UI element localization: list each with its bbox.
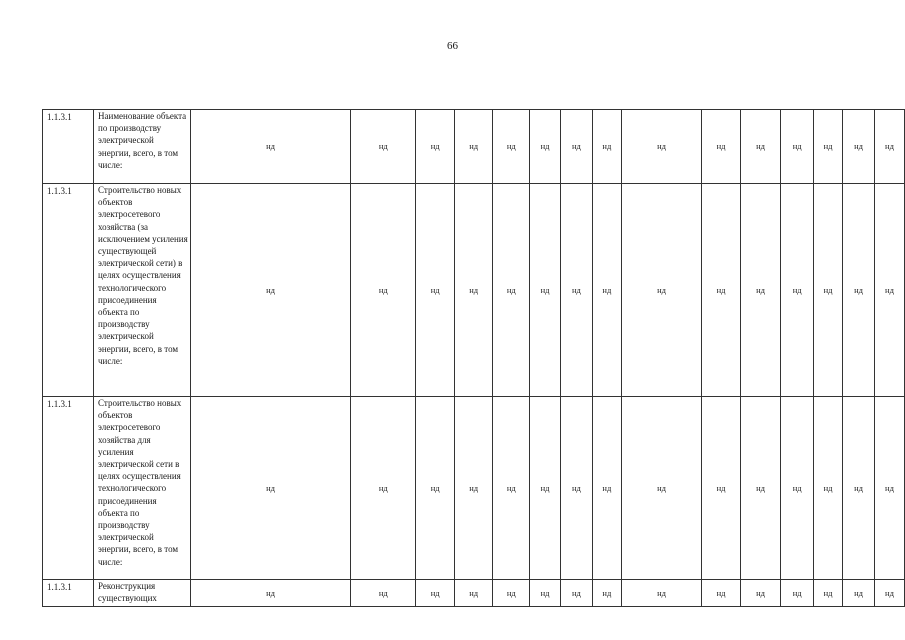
value-cell: нд (702, 110, 741, 184)
table-row (43, 580, 905, 607)
row-name-text: Реконструкция существующих (98, 581, 157, 604)
row-code: 1.1.3.1 (43, 184, 94, 397)
value-cell: нд (843, 184, 875, 397)
value-cell: нд (190, 397, 350, 580)
row-name-text: Строительство новых объектов электросетевого хозяйства (за исключением усиления существующей электрической сети) в целях осуществления технологического присоединения объекта по производству электрической энергии, всего, в том числе: (98, 185, 188, 366)
value-cell: нд (781, 110, 814, 184)
row-name (94, 184, 191, 397)
table-row (43, 184, 905, 397)
value-cell: нд (493, 110, 530, 184)
row-code: 1.1.3.1 (43, 397, 94, 580)
value-cell: нд (781, 397, 814, 580)
value-cell: нд (740, 580, 780, 607)
value-cell: нд (621, 397, 701, 580)
value-cell: нд (814, 580, 843, 607)
value-cell: нд (702, 184, 741, 397)
value-cell: нд (416, 184, 455, 397)
value-cell: нд (621, 184, 701, 397)
value-cell: нд (454, 110, 493, 184)
value-cell: нд (740, 184, 780, 397)
value-cell: нд (843, 110, 875, 184)
value-cell: нд (781, 184, 814, 397)
row-name-text: Наименование объекта по производству электрической энергии, всего, в том числе: (98, 111, 187, 170)
row-name (94, 397, 191, 580)
value-cell: нд (843, 580, 875, 607)
value-cell: нд (621, 110, 701, 184)
value-cell: нд (416, 397, 455, 580)
value-cell: нд (592, 580, 621, 607)
value-cell: нд (351, 110, 416, 184)
row-name (94, 580, 191, 607)
table-row (43, 110, 905, 184)
value-cell: нд (416, 580, 455, 607)
value-cell: нд (814, 184, 843, 397)
value-cell: нд (454, 184, 493, 397)
value-cell: нд (874, 397, 904, 580)
value-cell: нд (592, 397, 621, 580)
page-number: 66 (447, 40, 458, 52)
value-cell: нд (493, 580, 530, 607)
value-cell: нд (454, 580, 493, 607)
value-cell: нд (351, 580, 416, 607)
row-code: 1.1.3.1 (43, 580, 94, 607)
value-cell: нд (843, 397, 875, 580)
table-body (43, 110, 905, 607)
value-cell: нд (592, 110, 621, 184)
value-cell: нд (560, 110, 592, 184)
value-cell: нд (530, 184, 561, 397)
value-cell: нд (530, 110, 561, 184)
value-cell: нд (190, 110, 350, 184)
value-cell: нд (874, 184, 904, 397)
value-cell: нд (560, 580, 592, 607)
value-cell: нд (530, 397, 561, 580)
value-cell: нд (740, 397, 780, 580)
value-cell: нд (592, 184, 621, 397)
value-cell: нд (874, 580, 904, 607)
value-cell: нд (814, 397, 843, 580)
value-cell: нд (702, 580, 741, 607)
value-cell: нд (702, 397, 741, 580)
value-cell: нд (874, 110, 904, 184)
value-cell: нд (190, 184, 350, 397)
row-name (94, 110, 191, 184)
value-cell: нд (560, 184, 592, 397)
value-cell: нд (454, 397, 493, 580)
value-cell: нд (781, 580, 814, 607)
row-name-text: Строительство новых объектов электросетевого хозяйства для усиления электрической сети в целях осуществления технологического присоединения объекта по производству электрической энергии, всего, в том числе: (98, 398, 182, 567)
value-cell: нд (621, 580, 701, 607)
value-cell: нд (493, 184, 530, 397)
value-cell: нд (351, 397, 416, 580)
value-cell: нд (740, 110, 780, 184)
value-cell: нд (814, 110, 843, 184)
value-cell: нд (530, 580, 561, 607)
value-cell: нд (416, 110, 455, 184)
value-cell: нд (560, 397, 592, 580)
value-cell: нд (493, 397, 530, 580)
row-code: 1.1.3.1 (43, 110, 94, 184)
table-row (43, 397, 905, 580)
value-cell: нд (351, 184, 416, 397)
value-cell: нд (190, 580, 350, 607)
data-table (42, 109, 905, 607)
